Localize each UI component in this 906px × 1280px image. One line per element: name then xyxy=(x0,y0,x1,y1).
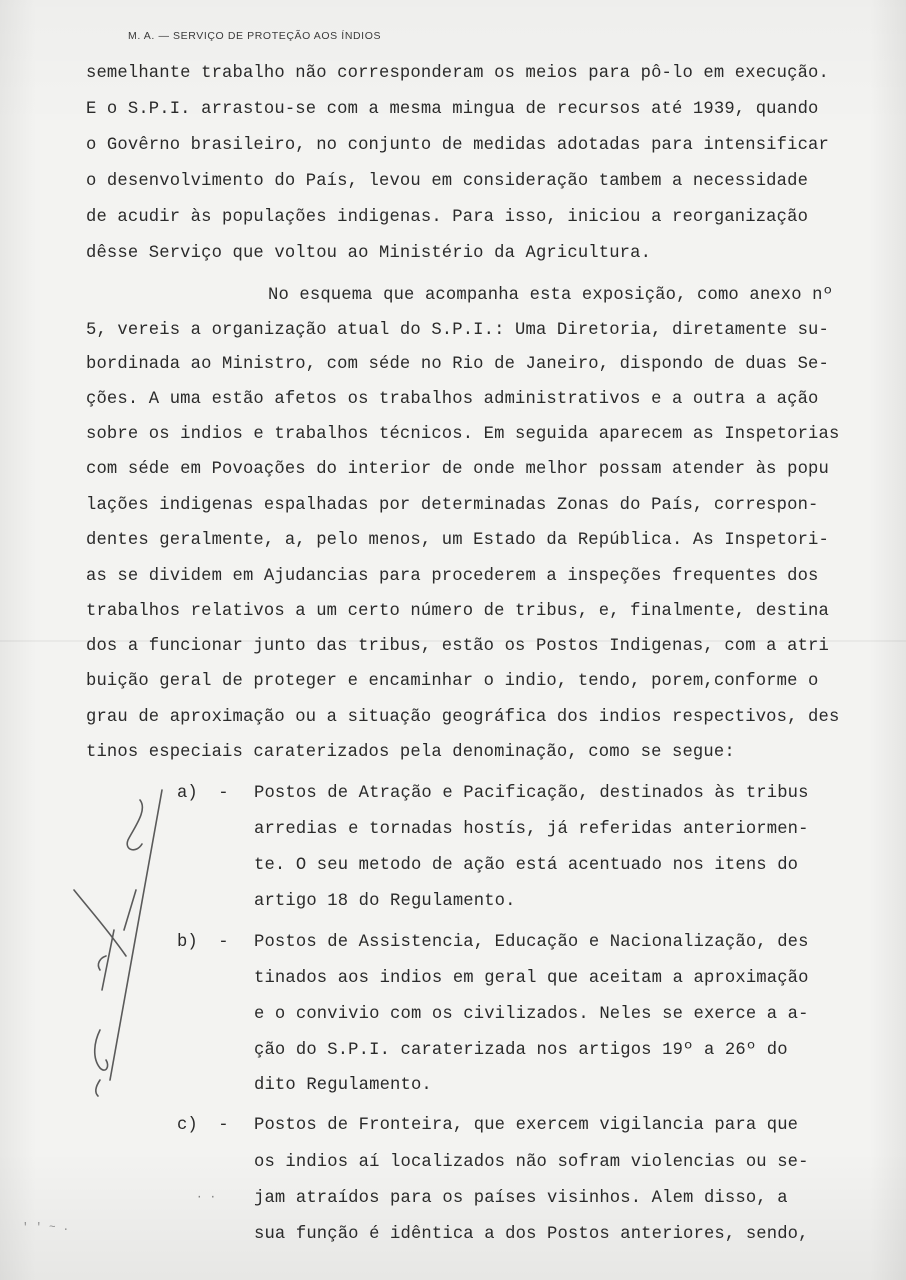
text-line: ção do S.P.I. caraterizada nos artigos 19º a 26º do xyxy=(254,1041,788,1060)
list-marker: a) - xyxy=(177,784,229,803)
text-line: arredias e tornadas hostís, já referidas anteriormen- xyxy=(254,820,809,839)
list-marker: c) - xyxy=(177,1116,229,1135)
text-line: com séde em Povoações do interior de onde melhor possam atender às popu xyxy=(86,460,829,479)
text-line: Postos de Fronteira, que exercem vigilancia para que xyxy=(254,1116,799,1135)
text-line: dito Regulamento. xyxy=(254,1076,432,1095)
text-line: dêsse Serviço que voltou ao Ministério da Agricultura. xyxy=(86,244,652,263)
text-line: ções. A uma estão afetos os trabalhos administrativos e a outra a ação xyxy=(86,390,819,409)
text-line: bordinada ao Ministro, com séde no Rio de Janeiro, dispondo de duas Se- xyxy=(86,355,829,374)
stray-dots: · · xyxy=(196,1192,217,1204)
text-line: trabalhos relativos a um certo número de tribus, e, finalmente, destina xyxy=(86,602,829,621)
text-line: as se dividem em Ajudancias para procederem a inspeções frequentes dos xyxy=(86,567,819,586)
letterhead: M. A. — SERVIÇO DE PROTEÇÃO AOS ÍNDIOS xyxy=(128,30,382,42)
text-line: E o S.P.I. arrastou-se com a mesma mingua de recursos até 1939, quando xyxy=(86,100,819,119)
text-line: de acudir às populações indigenas. Para isso, iniciou a reorganização xyxy=(86,208,809,227)
text-line: buição geral de proteger e encaminhar o indio, tendo, porem,conforme o xyxy=(86,672,819,691)
text-line: o desenvolvimento do País, levou em consideração tambem a necessidade xyxy=(86,172,809,191)
text-line: te. O seu metodo de ação está acentuado nos itens do xyxy=(254,856,799,875)
text-line: o Govêrno brasileiro, no conjunto de medidas adotadas para intensificar xyxy=(86,136,829,155)
text-line: artigo 18 do Regulamento. xyxy=(254,892,516,911)
text-line: Postos de Atração e Pacificação, destinados às tribus xyxy=(254,784,809,803)
handwritten-annotation-icon xyxy=(70,780,180,1100)
text-line: tinos especiais caraterizados pela denominação, como se segue: xyxy=(86,743,735,762)
text-line: os indios aí localizados não sofram violencias ou se- xyxy=(254,1153,809,1172)
list-marker: b) - xyxy=(177,933,229,952)
text-line: sobre os indios e trabalhos técnicos. Em seguida aparecem as Inspetorias xyxy=(86,425,840,444)
text-line: sua função é idêntica a dos Postos anteriores, sendo, xyxy=(254,1225,809,1244)
text-line: 5, vereis a organização atual do S.P.I.: Uma Diretoria, diretamente su- xyxy=(86,321,829,340)
text-line: jam atraídos para os países visinhos. Alem disso, a xyxy=(254,1189,788,1208)
text-line: e o convivio com os civilizados. Neles se exerce a a- xyxy=(254,1005,809,1024)
text-line: dentes geralmente, a, pelo menos, um Estado da República. As Inspetori- xyxy=(86,531,829,550)
stray-marks: ' ' ~ . xyxy=(22,1222,70,1234)
text-line: No esquema que acompanha esta exposição, como anexo nº xyxy=(268,286,834,305)
text-line: dos a funcionar junto das tribus, estão os Postos Indigenas, com a atri xyxy=(86,637,829,656)
text-line: semelhante trabalho não corresponderam os meios para pô-lo em execução. xyxy=(86,64,829,83)
text-line: Postos de Assistencia, Educação e Nacionalização, des xyxy=(254,933,809,952)
text-line: lações indigenas espalhadas por determinadas Zonas do País, correspon- xyxy=(86,496,819,515)
text-line: tinados aos indios em geral que aceitam a aproximação xyxy=(254,969,809,988)
text-line: grau de aproximação ou a situação geográfica dos indios respectivos, des xyxy=(86,708,840,727)
